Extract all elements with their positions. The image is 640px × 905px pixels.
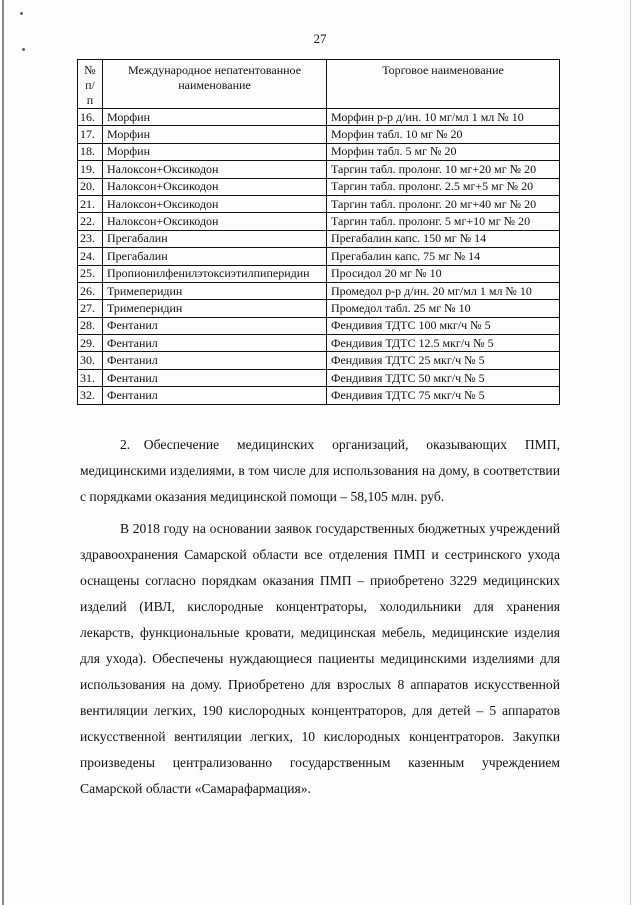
table-row xyxy=(78,352,560,369)
table-body xyxy=(78,109,560,405)
table-row xyxy=(78,300,560,317)
cell-inn: Фентанил xyxy=(103,387,327,404)
cell-num: 29. xyxy=(78,335,103,352)
cell-num: 23. xyxy=(78,230,103,247)
scan-artifact xyxy=(22,48,25,51)
page-number: 27 xyxy=(313,31,327,46)
table-row xyxy=(78,195,560,212)
cell-inn: Фентанил xyxy=(103,335,327,352)
table-row xyxy=(78,161,560,178)
cell-num: 22. xyxy=(78,213,103,230)
cell-trade: Фендивия ТДТС 12.5 мкг/ч № 5 xyxy=(327,335,560,352)
cell-num: 20. xyxy=(78,178,103,195)
cell-trade: Фендивия ТДТС 75 мкг/ч № 5 xyxy=(327,387,560,404)
cell-trade: Фендивия ТДТС 25 мкг/ч № 5 xyxy=(327,352,560,369)
table-row xyxy=(78,282,560,299)
cell-inn: Фентанил xyxy=(103,317,327,334)
table-row xyxy=(78,248,560,265)
cell-num: 30. xyxy=(78,352,103,369)
cell-num: 18. xyxy=(78,143,103,160)
cell-trade: Морфин р-р д/ин. 10 мг/мл 1 мл № 10 xyxy=(327,109,560,126)
cell-inn: Налоксон+Оксикодон xyxy=(103,213,327,230)
table-row xyxy=(78,369,560,386)
table-row xyxy=(78,213,560,230)
cell-inn: Морфин xyxy=(103,143,327,160)
cell-inn: Фентанил xyxy=(103,352,327,369)
cell-num: 17. xyxy=(78,126,103,143)
cell-num: 31. xyxy=(78,369,103,386)
cell-inn: Тримеперидин xyxy=(103,300,327,317)
cell-num: 16. xyxy=(78,109,103,126)
cell-num: 25. xyxy=(78,265,103,282)
body-text xyxy=(80,432,560,802)
cell-trade: Таргин табл. пролонг. 2.5 мг+5 мг № 20 xyxy=(327,178,560,195)
table-row xyxy=(78,143,560,160)
cell-num: 32. xyxy=(78,387,103,404)
cell-inn: Фентанил xyxy=(103,369,327,386)
cell-trade: Таргин табл. пролонг. 10 мг+20 мг № 20 xyxy=(327,161,560,178)
table-row xyxy=(78,109,560,126)
paragraph-item-2: 2. Обеспечение медицинских организаций, оказывающих ПМП, медицинскими изделиями, в том числе для использования на дому, в соответствии с порядками оказания медицинской помощи – 58,105 млн. руб. xyxy=(80,437,560,504)
table-row xyxy=(78,265,560,282)
table-row xyxy=(78,126,560,143)
drug-table xyxy=(77,59,560,405)
header-num: № п/п xyxy=(78,60,103,109)
table-row xyxy=(78,230,560,247)
cell-trade: Прегабалин капс. 75 мг № 14 xyxy=(327,248,560,265)
cell-inn: Пропионилфенилэтоксиэтилпиперидин xyxy=(103,265,327,282)
cell-trade: Фендивия ТДТС 50 мкг/ч № 5 xyxy=(327,369,560,386)
paragraph-equipment: В 2018 году на основании заявок государственных бюджетных учреждений здравоохранения Самарской области все отделения ПМП и сестринского ухода оснащены согласно порядкам оказания ПМП – приобретено 3229 медицинских изделий (ИВЛ, кислородные концентраторы, холодильники для хранения лекарств, функциональные кровати, медицинская мебель, медицинские изделия для ухода). Обеспечены нуждающиеся пациенты медицинскими изделиями для использования на дому. Приобретено для взрослых 8 аппаратов искусственной вентиляции легких, 190 кислородных концентраторов, для детей – 5 аппаратов искусственной вентиляции легких, 10 кислородных концентраторов. Закупки произведены централизованно государственным казенным учреждением Самарской области «Самарафармация». xyxy=(80,521,560,796)
cell-inn: Налоксон+Оксикодон xyxy=(103,195,327,212)
table-row xyxy=(78,178,560,195)
header-inn: Международное непатентованное наименование xyxy=(103,60,327,109)
cell-num: 19. xyxy=(78,161,103,178)
cell-inn: Налоксон+Оксикодон xyxy=(103,178,327,195)
header-trade: Торговое наименование xyxy=(327,60,560,109)
cell-trade: Прегабалин капс. 150 мг № 14 xyxy=(327,230,560,247)
cell-trade: Таргин табл. пролонг. 20 мг+40 мг № 20 xyxy=(327,195,560,212)
cell-num: 26. xyxy=(78,282,103,299)
cell-inn: Налоксон+Оксикодон xyxy=(103,161,327,178)
cell-num: 27. xyxy=(78,300,103,317)
cell-trade: Фендивия ТДТС 100 мкг/ч № 5 xyxy=(327,317,560,334)
scan-edge-right xyxy=(630,0,631,905)
scan-edge-left xyxy=(2,0,4,905)
table-header-row xyxy=(78,60,560,109)
cell-num: 21. xyxy=(78,195,103,212)
cell-inn: Морфин xyxy=(103,126,327,143)
table-row xyxy=(78,317,560,334)
cell-trade: Промедол табл. 25 мг № 10 xyxy=(327,300,560,317)
table-row xyxy=(78,335,560,352)
cell-trade: Морфин табл. 5 мг № 20 xyxy=(327,143,560,160)
cell-trade: Просидол 20 мг № 10 xyxy=(327,265,560,282)
scan-artifact xyxy=(20,12,23,15)
table-row xyxy=(78,387,560,404)
cell-inn: Прегабалин xyxy=(103,248,327,265)
cell-inn: Тримеперидин xyxy=(103,282,327,299)
cell-num: 28. xyxy=(78,317,103,334)
cell-inn: Прегабалин xyxy=(103,230,327,247)
cell-num: 24. xyxy=(78,248,103,265)
cell-trade: Морфин табл. 10 мг № 20 xyxy=(327,126,560,143)
cell-inn: Морфин xyxy=(103,109,327,126)
cell-trade: Промедол р-р д/ин. 20 мг/мл 1 мл № 10 xyxy=(327,282,560,299)
cell-trade: Таргин табл. пролонг. 5 мг+10 мг № 20 xyxy=(327,213,560,230)
